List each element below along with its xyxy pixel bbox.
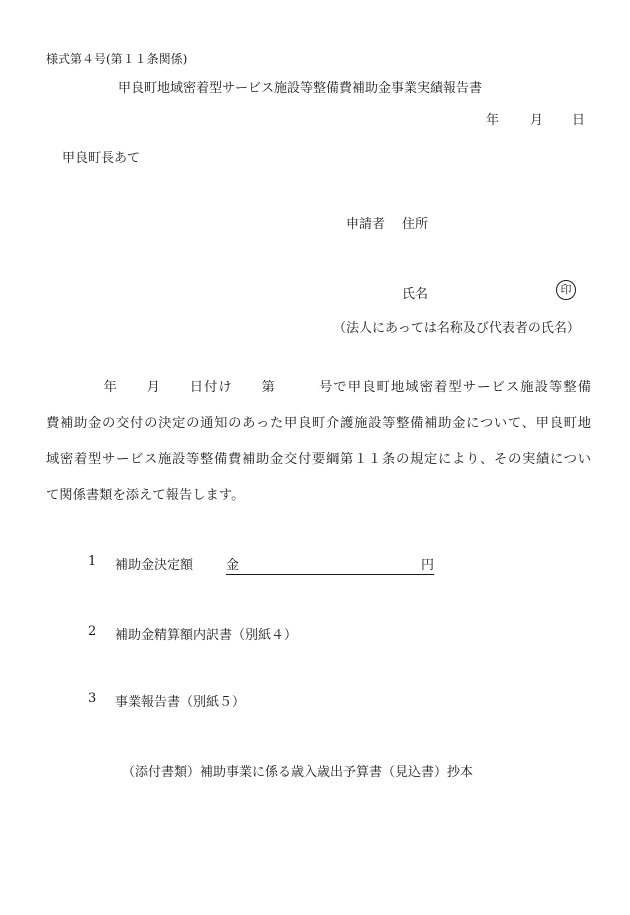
body-line: 年 月 日付け 第 号で甲良町地域密着型サービス施設等整備: [46, 380, 591, 395]
item-number: 1: [88, 554, 97, 569]
item-number: 3: [88, 691, 97, 706]
amount-field: [226, 554, 434, 575]
seal-icon: 印: [556, 280, 576, 300]
date-month-label: 月: [530, 113, 544, 128]
report-body: [46, 370, 591, 514]
name-label: 氏名: [402, 287, 429, 302]
addressee: 甲良町長あて: [62, 151, 141, 166]
date-day-label: 日: [572, 113, 586, 128]
item-label: 補助金精算額内訳書（別紙４）: [115, 628, 298, 643]
address-label: 住所: [402, 217, 429, 232]
body-line: 域密着型サービス施設等整備費補助金交付要綱第１１条の規定により、その実績につい: [46, 452, 591, 467]
item-number: 2: [88, 624, 97, 639]
document-title: 甲良町地域密着型サービス施設等整備費補助金事業実績報告書: [118, 81, 483, 96]
date-year-label: 年: [486, 113, 500, 128]
body-line: て関係書類を添えて報告します。: [46, 488, 245, 503]
body-line: 費補助金の交付の決定の通知のあった甲良町介護施設等整備補助金について、甲良町地: [46, 416, 591, 431]
attachment-note: （添付書類）補助事業に係る歳入歳出予算書（見込書）抄本: [122, 765, 474, 780]
corporation-note: （法人にあっては名称及び代表者の氏名）: [333, 321, 580, 336]
form-number: 様式第４号(第１１条関係): [46, 52, 188, 66]
item-label: 補助金決定額: [115, 558, 194, 573]
applicant-label: 申請者: [346, 217, 386, 232]
amount-suffix: 円: [420, 558, 434, 573]
amount-prefix: 金: [226, 558, 240, 573]
item-label: 事業報告書（別紙５）: [115, 695, 246, 710]
